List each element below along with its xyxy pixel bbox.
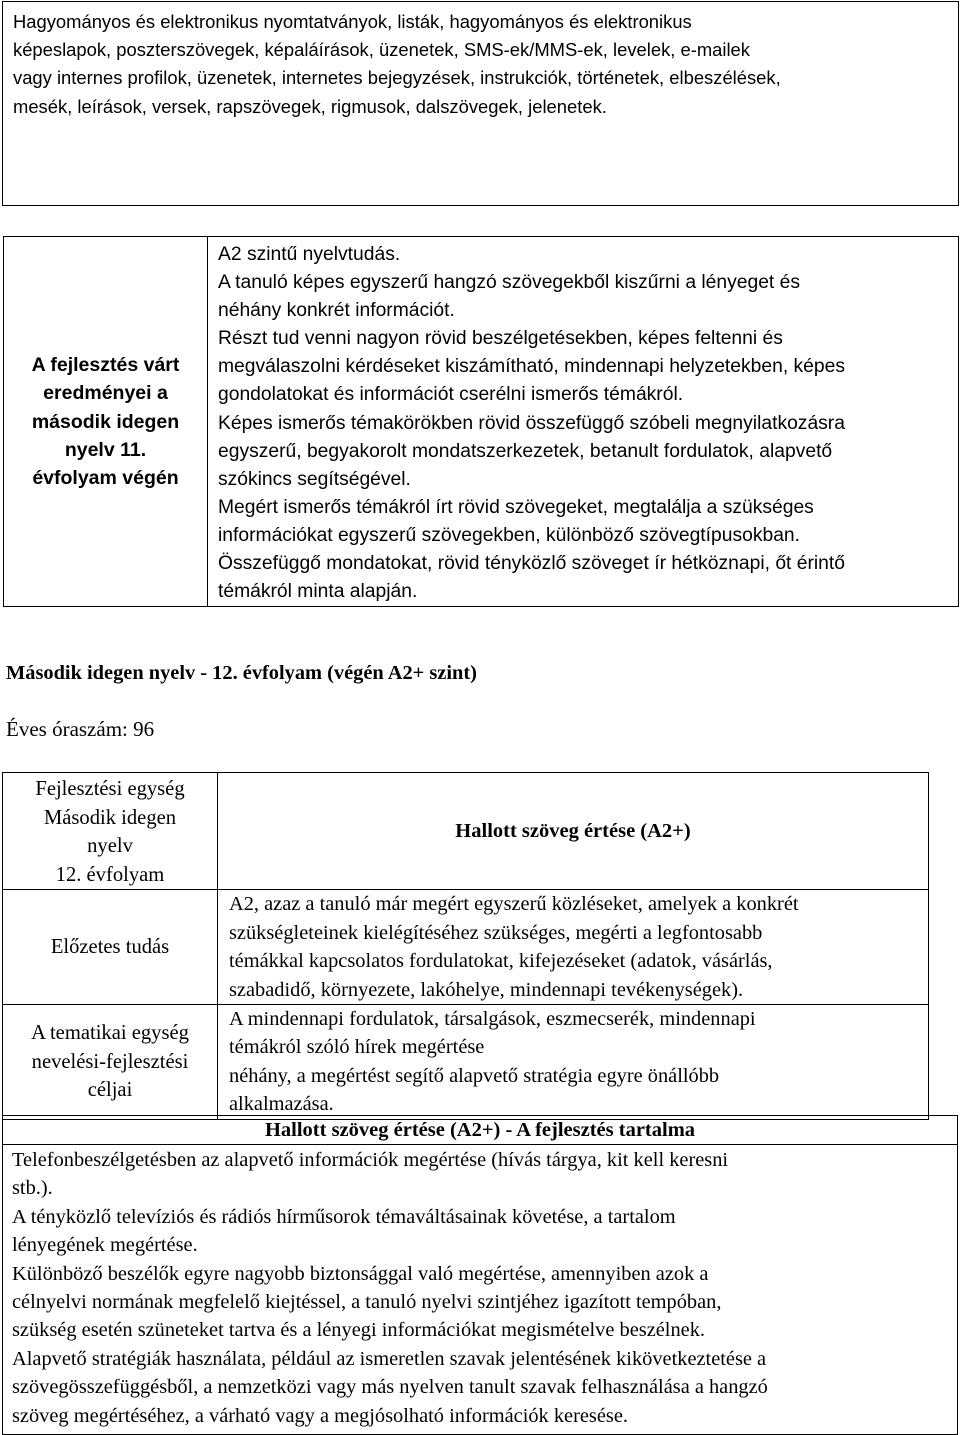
label-line: A fejlesztés várt bbox=[31, 354, 180, 377]
text-line: Részt tud venni nagyon rövid beszélgetésekben, képes feltenni és bbox=[218, 328, 783, 350]
unit-table bbox=[2, 772, 929, 1120]
label-line: nevelési-fejlesztési bbox=[31, 1050, 189, 1073]
text-line: megválaszolni kérdéseket kiszámítható, mindennapi helyzetekben, képes bbox=[218, 356, 845, 378]
goals-text bbox=[218, 1005, 929, 1120]
text-line: Alapvető stratégiák használata, például az ismeretlen szavak jelentésének kikövetkeztetése a bbox=[12, 1347, 767, 1370]
content-heading: Hallott szöveg értése (A2+) - A fejlesztés tartalma bbox=[3, 1116, 958, 1145]
text-line: Telefonbeszélgetésben az alapvető információk megértése (hívás tárgya, kit kell keresni bbox=[12, 1149, 729, 1171]
unit-label bbox=[3, 773, 218, 890]
text-line: néhány, a megértést segítő alapvető stratégia egyre önállóbb bbox=[229, 1064, 720, 1087]
text-line: néhány konkrét információt. bbox=[218, 300, 455, 322]
text-line: mesék, leírások, versek, rapszövegek, rigmusok, dalszövegek, jelenetek. bbox=[13, 95, 607, 117]
text-line: szabadidő, környezete, lakóhelye, mindennapi tevékenységek). bbox=[229, 978, 744, 1001]
unit-title: Hallott szöveg értése (A2+) bbox=[455, 819, 691, 842]
section-title: Második idegen nyelv - 12. évfolyam (végén A2+ szint) bbox=[6, 662, 477, 684]
text-line: szükség esetén szüneteket tartva és a lényegi információkat megismételve beszélnek. bbox=[12, 1319, 706, 1342]
text-line: képeslapok, poszterszövegek, képaláírások, üzenetek, SMS-ek/MMS-ek, levelek, e-mailek bbox=[13, 39, 750, 61]
label-line: céljai bbox=[87, 1079, 133, 1102]
text-line: szövegösszefüggésből, a nemzetközi vagy más nyelven tanult szavak felhasználása a hangzó bbox=[12, 1376, 768, 1399]
text-line: szókincs segítségével. bbox=[218, 468, 411, 490]
text-line: Összefüggő mondatokat, rövid tényközlő szöveget ír hétköznapi, őt érintő bbox=[218, 553, 845, 575]
text-line: Megért ismerős témákról írt rövid szövegeket, megtalálja a szükséges bbox=[218, 496, 814, 518]
text-line: lényegének megértése. bbox=[12, 1234, 198, 1257]
text-line: A2, azaz a tanuló már megért egyszerű közléseket, amelyek a konkrét bbox=[229, 893, 799, 916]
unit-value bbox=[218, 773, 929, 890]
text-line: szöveg megértéséhez, a várható vagy a megjósolható információk keresése. bbox=[12, 1404, 629, 1427]
label-line: Második idegen bbox=[43, 806, 177, 829]
text-line: alkalmazása. bbox=[229, 1093, 334, 1116]
label-text: Előzetes tudás bbox=[50, 935, 170, 958]
development-results-label bbox=[4, 237, 208, 607]
label-line: nyelv bbox=[87, 835, 133, 858]
prior-knowledge-label bbox=[3, 890, 218, 1005]
text-types-box bbox=[2, 1, 959, 206]
text-line: vagy internes profilok, üzenetek, internetes bejegyzések, instrukciók, történetek, elbeszélések, bbox=[13, 67, 781, 89]
label-line: A tematikai egység bbox=[31, 1022, 189, 1045]
text-line: információkat egyszerű szövegekben, különböző szövegtípusokban. bbox=[218, 524, 800, 546]
label-line: második idegen bbox=[31, 410, 180, 433]
label-line: nyelv 11. bbox=[64, 438, 147, 461]
annual-hours: Éves óraszám: 96 bbox=[6, 717, 155, 741]
content-text bbox=[3, 1145, 958, 1435]
label-line: eredményei a bbox=[43, 382, 168, 405]
development-results-table bbox=[3, 236, 959, 607]
text-line: A mindennapi fordulatok, társalgások, eszmecserék, mindennapi bbox=[229, 1008, 756, 1030]
text-line: Képes ismerős témakörökben rövid összefüggő szóbeli megnyilatkozásra bbox=[218, 412, 845, 434]
text-line: témákról szóló hírek megértése bbox=[229, 1036, 485, 1059]
text-line: A2 szintű nyelvtudás. bbox=[218, 244, 401, 265]
text-line: Hagyományos és elektronikus nyomtatványok, listák, hagyományos és elektronikus bbox=[13, 11, 692, 32]
text-line: A tanuló képes egyszerű hangzó szövegekből kiszűrni a lényeget és bbox=[218, 272, 801, 294]
label-line: Fejlesztési egység bbox=[35, 778, 185, 800]
text-line: célnyelvi normának megfelelő kiejtéssel, a tanuló nyelvi szintjéhez igazított tempóban, bbox=[12, 1291, 722, 1314]
text-line: témákkal kapcsolatos fordulatokat, kifejezéseket (adatok, vásárlás, bbox=[229, 950, 773, 973]
text-line: témákról minta alapján. bbox=[218, 581, 418, 603]
goals-label bbox=[3, 1005, 218, 1120]
content-table bbox=[2, 1115, 958, 1435]
text-line: stb.). bbox=[12, 1177, 53, 1200]
text-line: egyszerű, begyakorolt mondatszerkezetek, betanult fordulatok, alapvető bbox=[218, 440, 833, 462]
text-line: A tényközlő televíziós és rádiós hírműsorok témaváltásainak követése, a tartalom bbox=[12, 1205, 676, 1228]
label-line: 12. évfolyam bbox=[55, 863, 165, 886]
text-line: szükségleteinek kielégítéséhez szükséges, megérti a legfontosabb bbox=[229, 921, 763, 944]
development-results-text bbox=[208, 237, 959, 607]
label-line: évfolyam végén bbox=[32, 466, 179, 489]
prior-knowledge-text bbox=[218, 890, 929, 1005]
text-line: Különböző beszélők egyre nagyobb biztonsággal való megértése, amennyiben azok a bbox=[12, 1262, 709, 1285]
text-line: gondolatokat és információt cserélni ismerős témákról. bbox=[218, 384, 684, 406]
